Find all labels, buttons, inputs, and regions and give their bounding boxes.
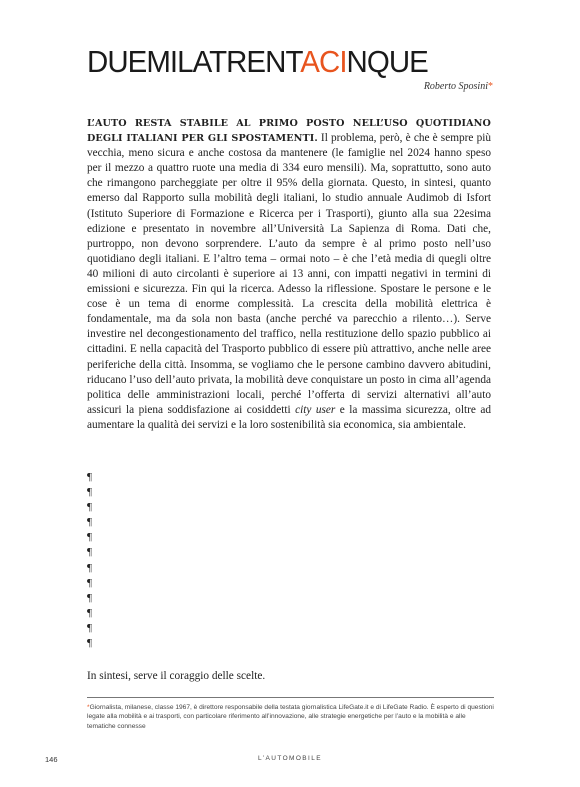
running-footer-title: L’AUTOMOBILE <box>257 755 322 762</box>
article-text-1: Il problema, però, è che è sempre più vecchia, meno sicura e anche costosa da mantenere (le famiglie nel 2024 hanno speso per il mezzo a quattro ruote una media di 334 euro mensili). Ma, soprattutto, sono auto che rimangono parcheggiate per oltre il 95% della giornata. Questo, in sintesi, quanto emerso dal Rapporto sulla mobilità degli italiani, lo studio annuale Audimob di Isfort (Istituto Superiore di Formazione e Ricerca per i Trasporti), giunto alla sua 22esima edizione e presentato in novembre all’Università La Sapienza di Roma. Dati che, purtroppo, non devono sorprendere. L’auto da sempre è al primo posto nell’uso quotidiano degli italiani. E l’altro tema – ormai noto – è che l’età media di quegli oltre 40 milioni di auto circolanti è superiore ai 13 anni, con impatti negativi in termini di emissioni e sicurezza. Fin qui la ricerca. Adesso la riflessione. Spostare le persone e le cose è un tema di enorme complessità. La crescita della mobilità elettrica è fondamentale, ma da sola non basta (anche perché va parecchio a rilento…). Serve investire nel decongestionamento del traffico, nella restituzione dello spazio pubblico ai cittadini. E nella capacità del Trasporto pubblico di essere più attrattivo, anche nelle aree periferiche della città. Insomma, se vogliamo che le persone cambino davvero abitudini, riducano l’uso dell’auto privata, la mobilità deve conquistare un posto in cima all’agenda politica delle amministrazioni locali, perché l’offerta di servizi alternativi all’auto assicuri la piena soddisfazione ai cosiddetti <box>87 132 492 416</box>
pilcrow-mark: ¶ <box>87 621 92 634</box>
pilcrow-mark: ¶ <box>87 561 92 574</box>
author-footnote-mark: * <box>488 81 493 92</box>
closing-sentence: In sintesi, serve il coraggio delle scelte. <box>87 670 266 682</box>
pilcrow-list <box>87 470 92 651</box>
pilcrow-mark: ¶ <box>87 501 92 514</box>
pilcrow-mark: ¶ <box>87 486 92 499</box>
pilcrow-mark: ¶ <box>87 546 92 559</box>
masthead-part-2: NQUE <box>346 44 428 79</box>
pilcrow-mark: ¶ <box>87 591 92 604</box>
masthead-title <box>87 44 428 80</box>
pilcrow-mark: ¶ <box>87 576 92 589</box>
article-lead: L’AUTO RESTA STABILE AL PRIMO POSTO NELL’USO QUOTIDIANO DEGLI ITALIANI PER GLI SPOSTAMENTI. <box>87 118 491 145</box>
author-byline <box>424 81 493 92</box>
article-italic-term: city user <box>295 403 336 416</box>
pilcrow-mark: ¶ <box>87 471 92 483</box>
footnote <box>87 703 494 731</box>
footnote-text: Giornalista, milanese, classe 1967, è direttore responsabile della testata giornalistica LifeGate.it e di LifeGate Radio. È esperto di questioni legate alla mobilità e ai trasporti, con particolare riferimento all’innovazione, alle strategie energetiche per l’auto e la mobilità e alle tematiche connesse <box>87 704 494 730</box>
masthead-part-1: DUEMILATRENT <box>87 44 301 79</box>
pilcrow-mark: ¶ <box>87 531 92 544</box>
article-body <box>87 116 491 433</box>
pilcrow-mark: ¶ <box>87 516 92 529</box>
footnote-mark: * <box>87 704 90 711</box>
masthead-accent: ACI <box>300 44 347 79</box>
article-text-2: e la massima sicurezza, oltre ad aumentare la qualità dei servizi e la loro sostenibilità sia economica, sia ambientale. <box>87 403 492 431</box>
pilcrow-mark: ¶ <box>87 606 92 619</box>
pilcrow-mark: ¶ <box>87 637 92 650</box>
author-name: Roberto Sposini <box>423 81 488 92</box>
footnote-divider <box>87 697 494 698</box>
page-number: 146 <box>45 755 58 764</box>
